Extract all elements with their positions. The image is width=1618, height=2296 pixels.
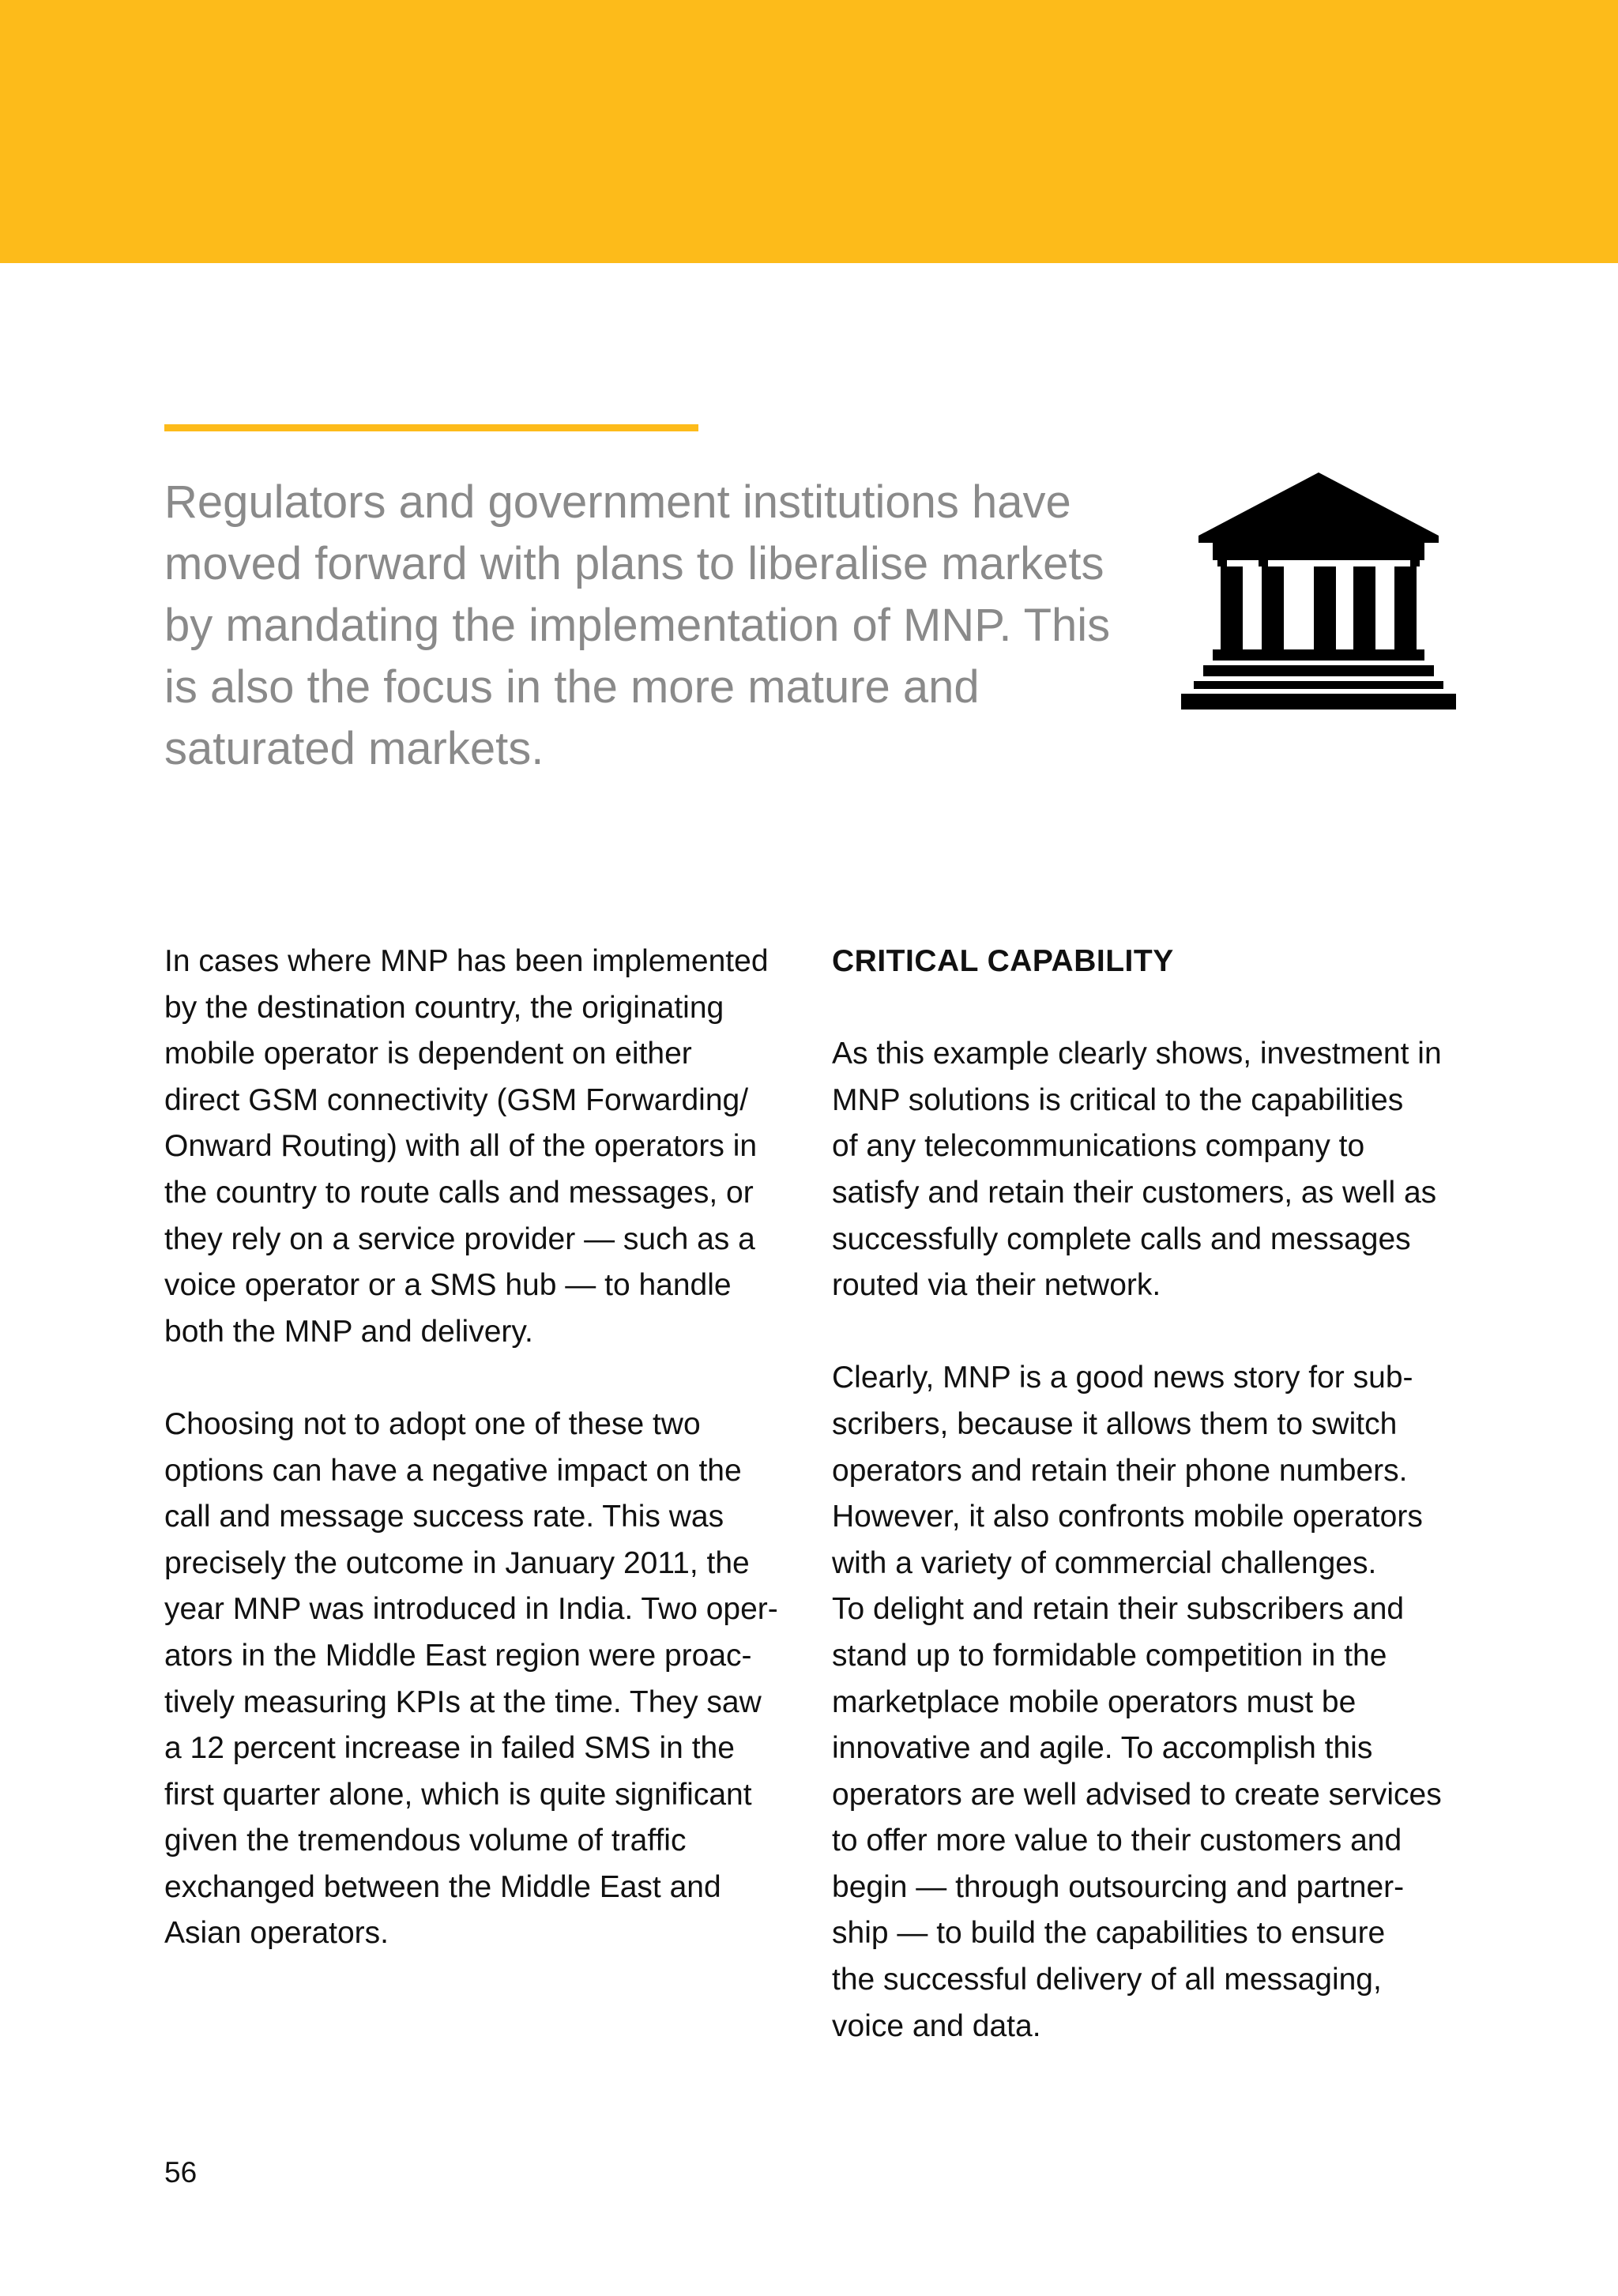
left-paragraph-1 (164, 939, 812, 1355)
right-paragraph-1 (832, 1031, 1464, 1309)
paragraph-gap (832, 985, 1464, 1032)
paragraph-gap (832, 1309, 1464, 1356)
text-line: stand up to formidable competition in the (832, 1638, 1387, 1673)
text-line: Choosing not to adopt one of these two (164, 1406, 701, 1441)
text-line: call and message success rate. This was (164, 1500, 724, 1534)
right-paragraph-2 (832, 1355, 1464, 2049)
text-line: Asian operators. (164, 1916, 389, 1951)
text-line: a 12 percent increase in failed SMS in the (164, 1731, 735, 1766)
text-line: satisfy and retain their customers, as well as (832, 1175, 1437, 1210)
left-column (164, 939, 812, 1957)
text-line: given the tremendous volume of traffic (164, 1824, 687, 1858)
text-line: Clearly, MNP is a good news story for sub- (832, 1361, 1413, 1395)
text-line: the successful delivery of all messaging, (832, 1963, 1382, 1997)
text-line: voice operator or a SMS hub — to handle (164, 1268, 732, 1303)
text-line: operators and retain their phone numbers. (832, 1453, 1408, 1488)
text-line: As this example clearly shows, investment in (832, 1037, 1442, 1071)
top-banner (0, 0, 1618, 263)
text-line: To delight and retain their subscribers and (832, 1592, 1405, 1627)
text-line: of any telecommunications company to (832, 1129, 1365, 1164)
text-line: tively measuring KPIs at the time. They saw (164, 1684, 762, 1719)
text-line: marketplace mobile operators must be (832, 1684, 1356, 1719)
section-heading: CRITICAL CAPABILITY (832, 944, 1174, 978)
text-line: direct GSM connectivity (GSM Forwarding/ (164, 1082, 749, 1117)
text-line: ship — to build the capabilities to ensure (832, 1916, 1386, 1951)
text-line: to offer more value to their customers and (832, 1824, 1402, 1858)
text-line: year MNP was introduced in India. Two oper- (164, 1592, 778, 1627)
text-line: first quarter alone, which is quite significant (164, 1777, 752, 1812)
pull-quote-line: by mandating the implementation of MNP. This (164, 600, 1111, 651)
text-line: begin — through outsourcing and partner- (832, 1869, 1405, 1904)
text-line: successfully complete calls and messages (832, 1221, 1411, 1256)
text-line: the country to route calls and messages, or (164, 1175, 754, 1210)
text-line: mobile operator is dependent on either (164, 1037, 692, 1071)
text-line: by the destination country, the originating (164, 990, 724, 1025)
text-line: MNP solutions is critical to the capabilities (832, 1082, 1404, 1117)
text-line: with a variety of commercial challenges. (832, 1545, 1377, 1580)
pull-quote (164, 472, 1160, 780)
pull-quote-line: Regulators and government institutions have (164, 476, 1071, 528)
text-line: scribers, because it allows them to switch (832, 1406, 1398, 1441)
text-line: operators are well advised to create services (832, 1777, 1442, 1812)
text-line: they rely on a service provider — such as a (164, 1221, 755, 1256)
left-paragraph-2 (164, 1402, 812, 1957)
text-line: However, it also confronts mobile operators (832, 1500, 1423, 1534)
accent-rule (164, 424, 698, 431)
text-line: voice and data. (832, 2008, 1041, 2043)
pull-quote-line: saturated markets. (164, 723, 544, 774)
text-line: routed via their network. (832, 1268, 1161, 1303)
text-line: Onward Routing) with all of the operators in (164, 1129, 758, 1164)
text-line: exchanged between the Middle East and (164, 1869, 721, 1904)
page-number: 56 (164, 2156, 198, 2189)
text-line: innovative and agile. To accomplish this (832, 1731, 1373, 1766)
text-line: In cases where MNP has been implemented (164, 944, 769, 978)
paragraph-gap (164, 1355, 812, 1402)
pull-quote-line: is also the focus in the more mature and (164, 661, 980, 713)
pull-quote-line: moved forward with plans to liberalise markets (164, 538, 1104, 589)
text-line: both the MNP and delivery. (164, 1314, 533, 1349)
text-line: ators in the Middle East region were proac- (164, 1638, 752, 1673)
right-column (832, 939, 1464, 2049)
government-building-icon (1181, 472, 1456, 710)
text-line: precisely the outcome in January 2011, the (164, 1545, 750, 1580)
text-line: options can have a negative impact on the (164, 1453, 742, 1488)
